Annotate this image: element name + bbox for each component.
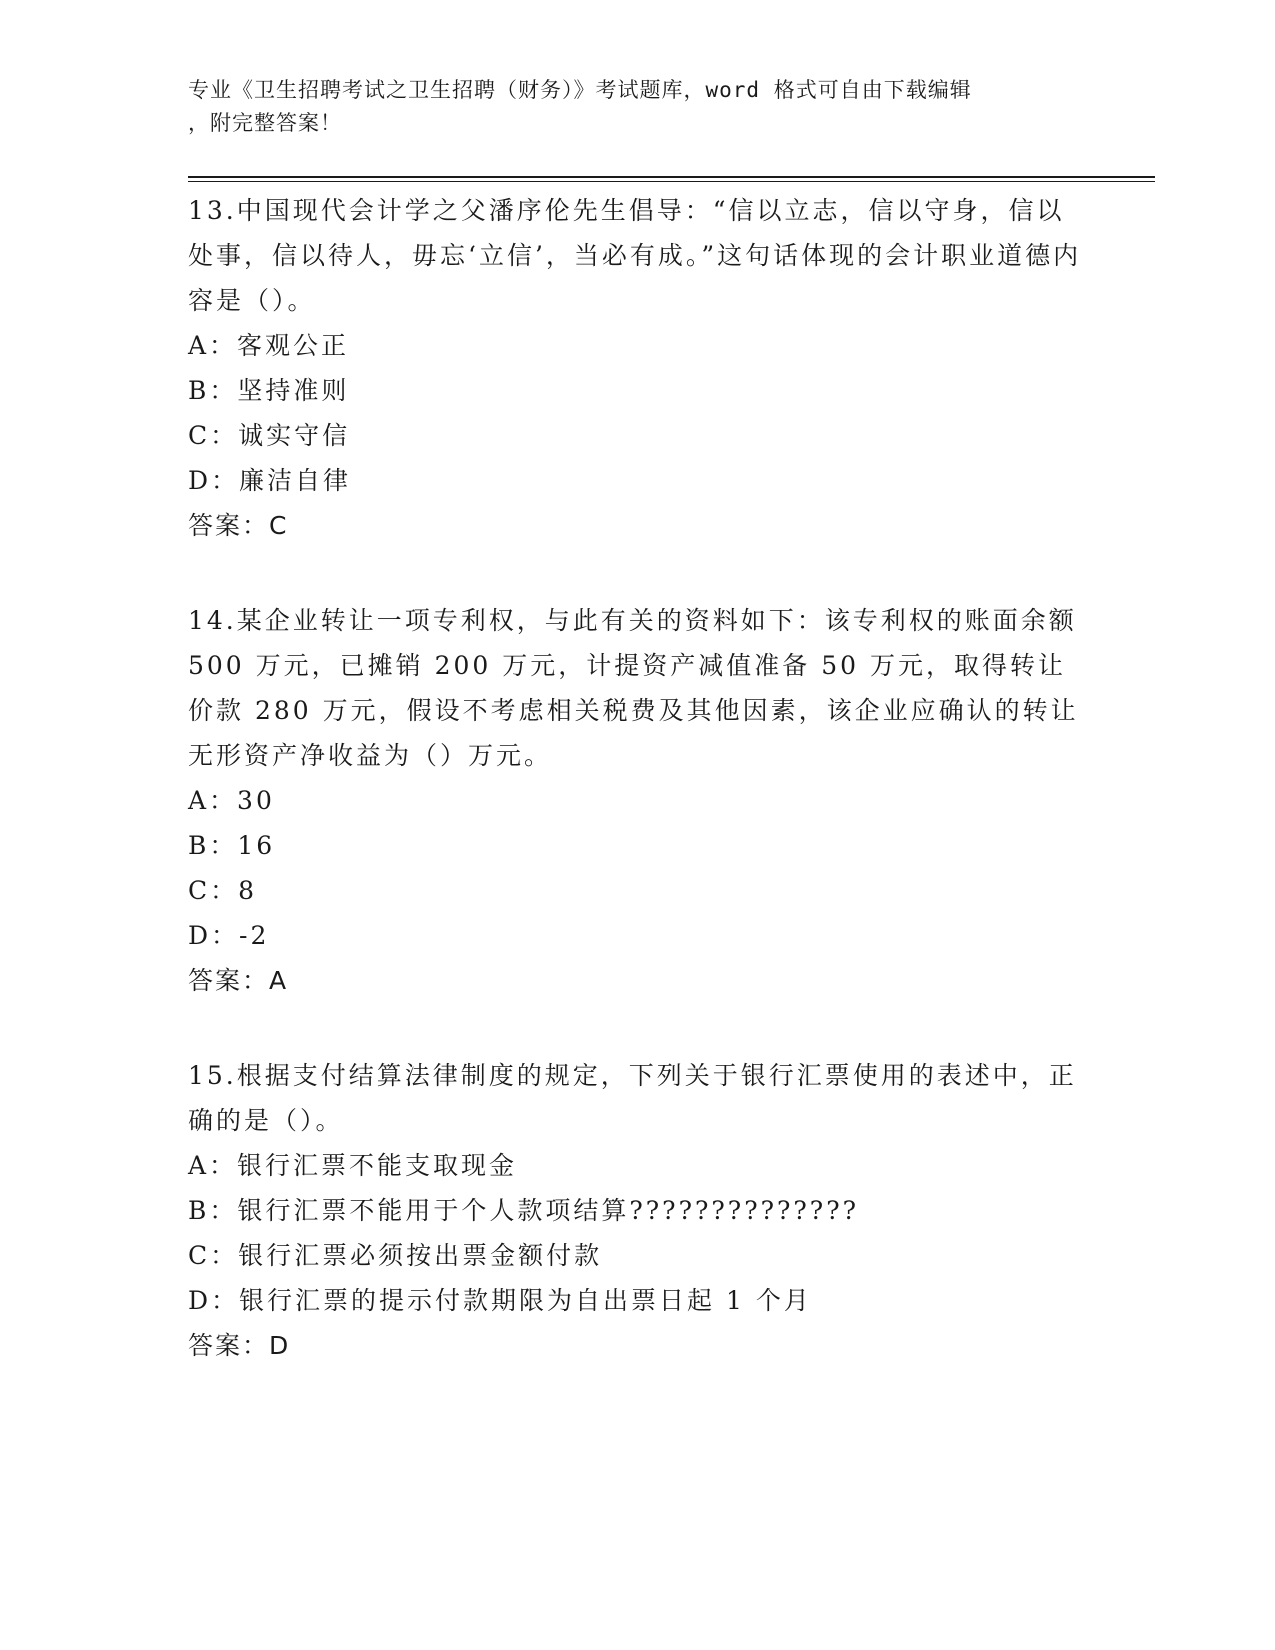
option-c: C：诚实守信	[188, 421, 351, 450]
question-15	[188, 1053, 1088, 1368]
option-a: A：客观公正	[188, 331, 350, 360]
option-c: C：银行汇票必须按出票金额付款	[188, 1241, 603, 1270]
document-header	[188, 74, 1068, 140]
option-c: C：8	[188, 876, 258, 905]
option-a: A：30	[188, 786, 275, 815]
question-13	[188, 188, 1088, 548]
header-divider-thick	[188, 176, 1155, 178]
option-d: D：廉洁自律	[188, 466, 352, 495]
option-b: B：银行汇票不能用于个人款项结算??????????????	[188, 1196, 860, 1225]
question-stem: 14.某企业转让一项专利权，与此有关的资料如下：该专利权的账面余额 500 万元，已摊销 200 万元，计提资产减值准备 50 万元，取得转让价款 280 万元，假设不考虑相关税费及其他因素，该企业应确认的转让无形资产净收益为（）万元。	[188, 606, 1079, 770]
question-stem: 13.中国现代会计学之父潘序伦先生倡导：“信以立志，信以守身，信以处事，信以待人，毋忘‘立信’，当必有成。”这句话体现的会计职业道德内容是（）。	[188, 196, 1082, 315]
answer: 答案：D	[188, 1331, 291, 1360]
question-14	[188, 598, 1088, 1003]
option-a: A：银行汇票不能支取现金	[188, 1151, 518, 1180]
answer: 答案：A	[188, 966, 289, 995]
option-d: D：银行汇票的提示付款期限为自出票日起 1 个月	[188, 1286, 812, 1315]
question-stem: 15.根据支付结算法律制度的规定，下列关于银行汇票使用的表述中，正确的是（）。	[188, 1061, 1077, 1135]
option-b: B：16	[188, 831, 276, 860]
header-line-2: ，附完整答案！	[188, 111, 342, 135]
option-d: D：-2	[188, 921, 270, 950]
header-line-1: 专业《卫生招聘考试之卫生招聘（财务）》考试题库，word 格式可自由下载编辑	[188, 78, 972, 102]
header-divider-thin	[188, 181, 1155, 182]
option-b: B：坚持准则	[188, 376, 350, 405]
answer: 答案：C	[188, 511, 289, 540]
